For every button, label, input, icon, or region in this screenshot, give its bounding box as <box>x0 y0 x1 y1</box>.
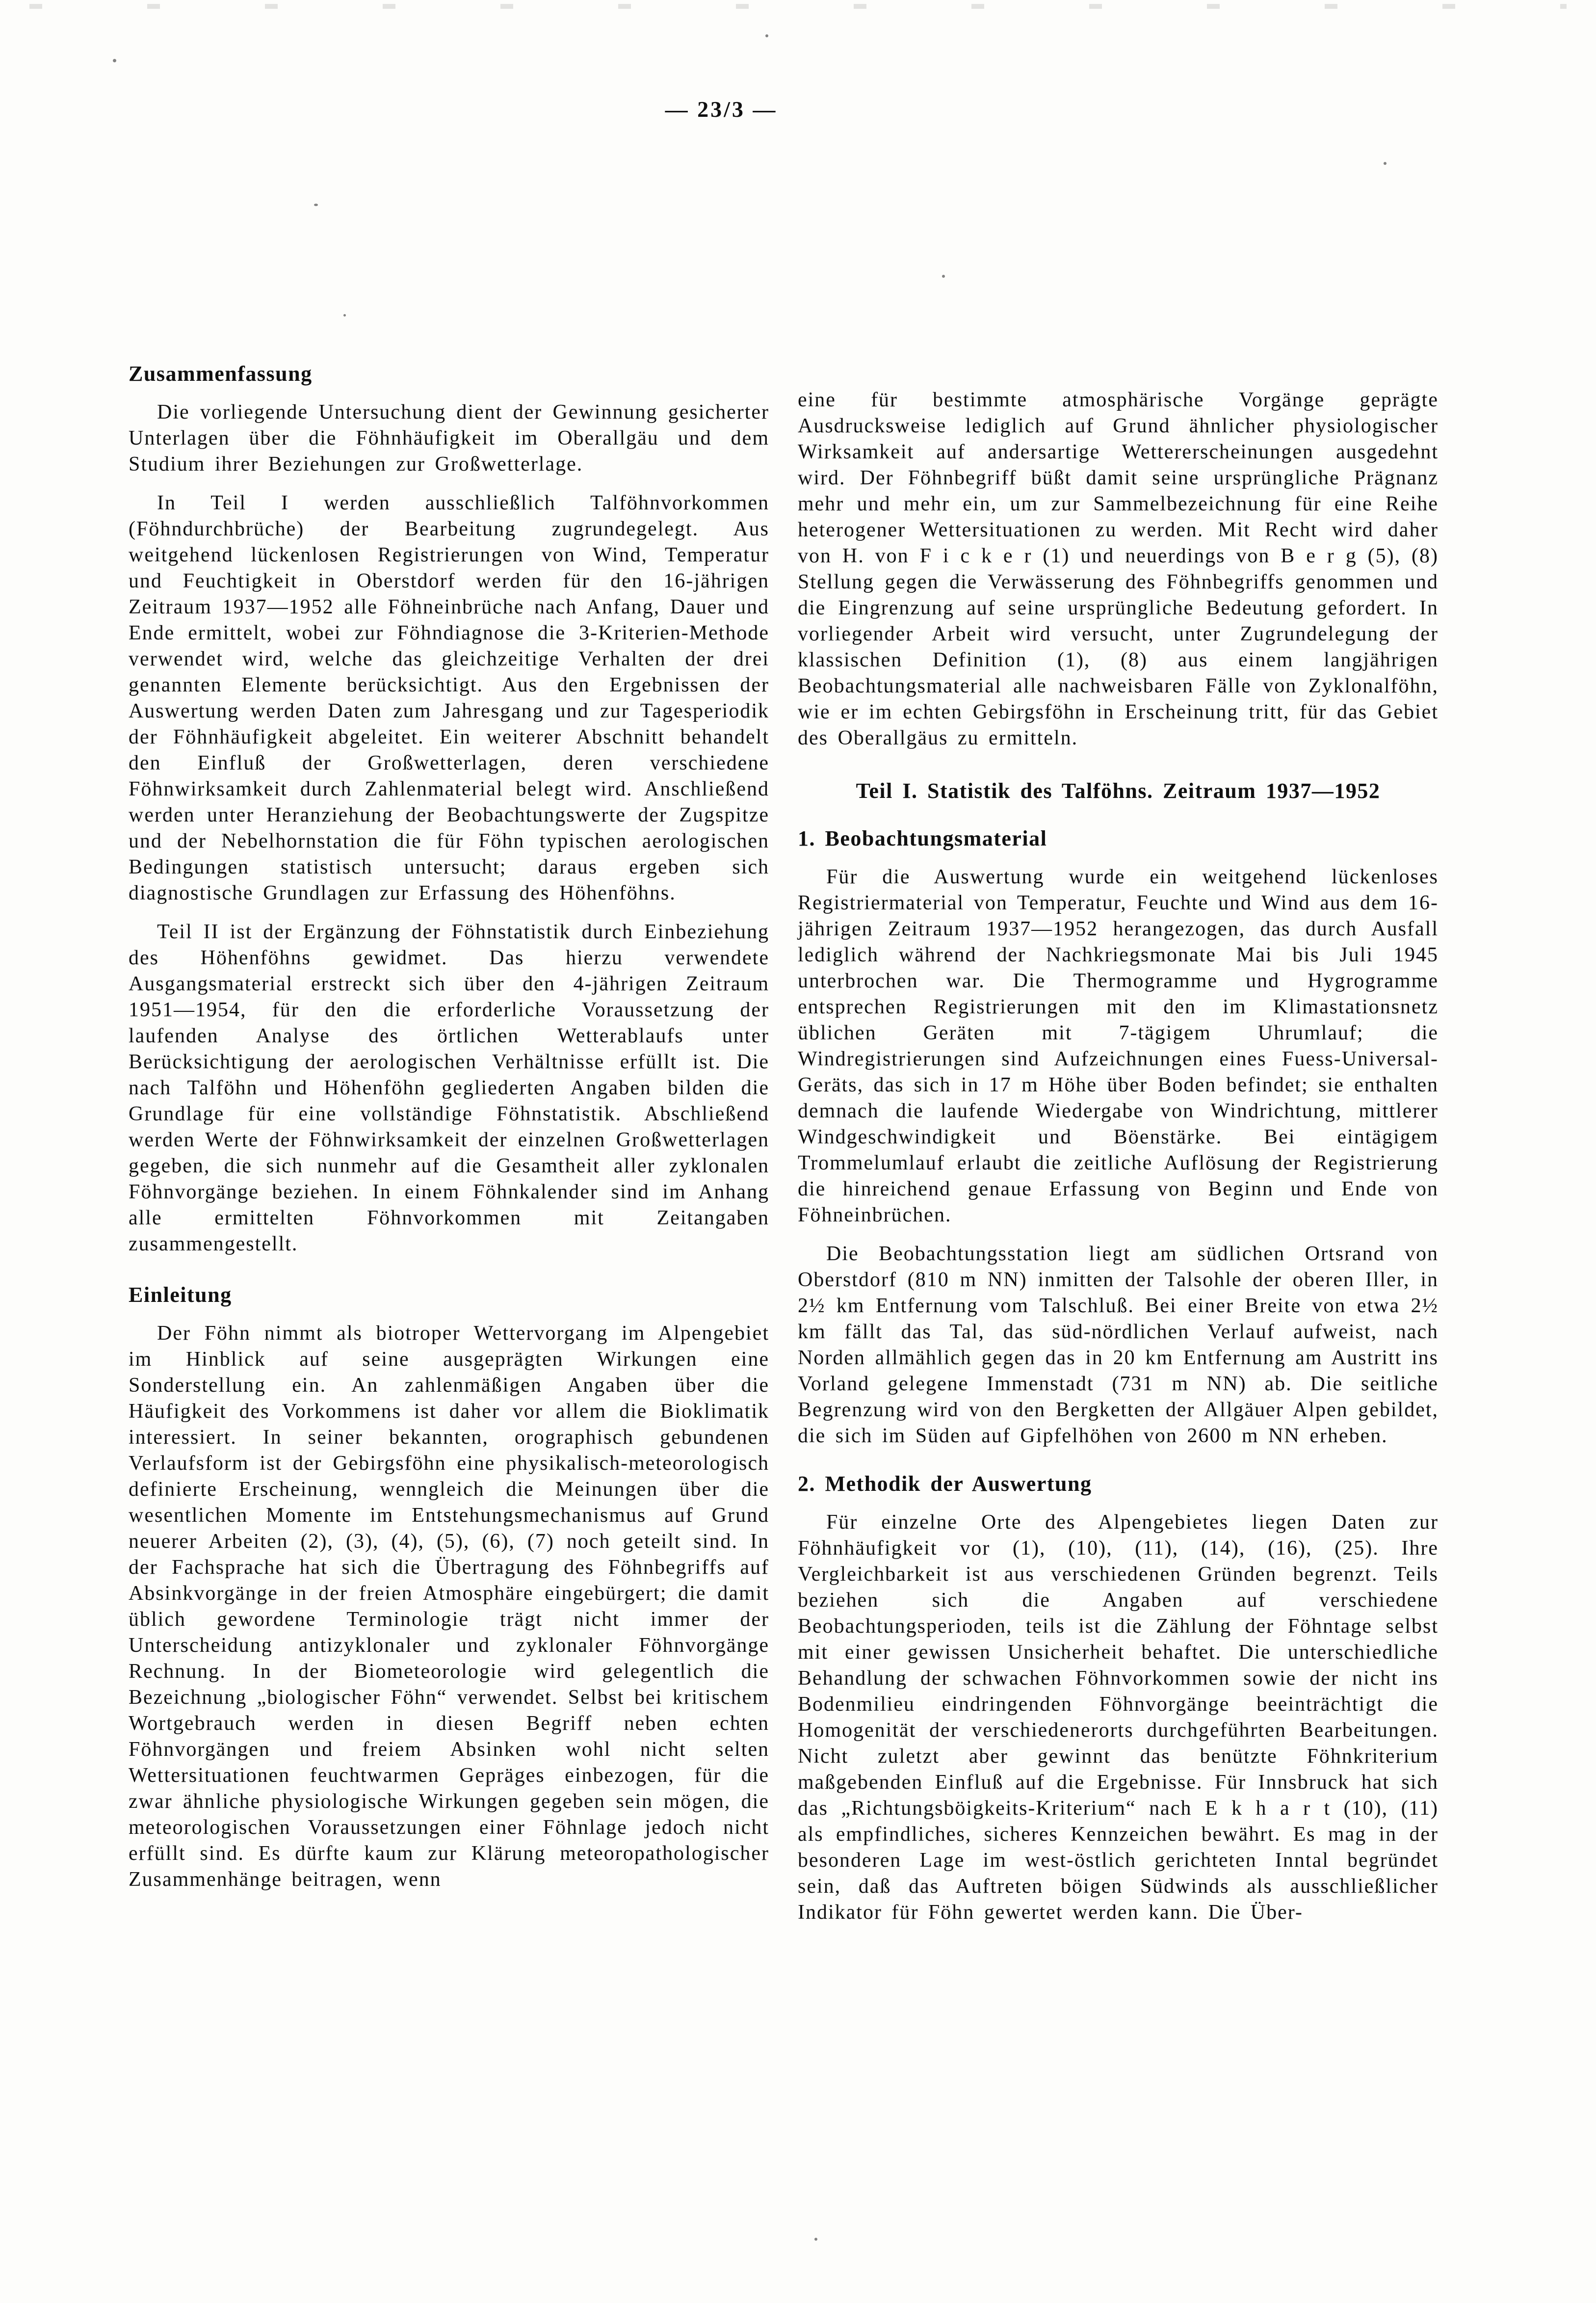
scan-speck <box>1384 162 1387 165</box>
introduction-paragraph-1: Der Föhn nimmt als biotroper Wettervorgang im Alpengebiet im Hinblick auf seine ausgeprägten Wirkungen eine Sonderstellung ein. An zahlenmäßigen Angaben über die Häufigkeit des Vorkommens ist daher vor allem die Bioklimatik interessiert. In seiner bekannten, orographisch gebundenen Verlaufsform ist der Gebirgsföhn eine physikalisch-meteorologisch definierte Erscheinung, wenngleich die Meinungen über die wesentlichen Momente im Entstehungsmechanismus auf Grund neuerer Arbeiten (2), (3), (4), (5), (6), (7) noch geteilt sind. In der Fachsprache hat sich die Übertragung des Föhnbegriffs auf Absinkvorgänge in der freien Atmosphäre eingebürgert; die damit üblich gewordene Terminologie trägt nicht immer der Unterscheidung antizyklonaler und zyklonaler Föhnvorgänge Rechnung. In der Biometeorologie wird gelegentlich die Bezeichnung „biologischer Föhn“ verwendet. Selbst bei kritischem Wortgebrauch werden in diesen Begriff neben echten Föhnvorgängen und freiem Absinken wohl nicht selten Wettersituationen feuchtwarmen Gepräges einbezogen, für die zwar ähnliche physiologische Wirkungen gegeben sein mögen, die meteorologischen Voraussetzungen einer Föhnlage jedoch nicht erfüllt sind. Es dürfte kaum zur Klärung meteoropathologischer Zusammenhänge beitragen, wenn <box>129 1322 769 1891</box>
section-1-paragraph-2: Die Beobachtungsstation liegt am südlichen Ortsrand von Oberstdorf (810 m NN) inmitten der Talsohle der oberen Iller, in 2½ km Entfernung vom Talschluß. Bei einer Breite von etwa 2½ km fällt das Tal, das süd-nördlichen Verlauf aufweist, nach Norden allmählich gegen das in 20 km Entfernung am Austritt ins Vorland gelegene Immenstadt (731 m NN) ab. Die seitliche Begrenzung wird von den Bergketten der Allgäuer Alpen gebildet, die sich im Süden auf Gipfelhöhen von 2600 m NN erheben. <box>798 1243 1439 1447</box>
introduction-heading: Einleitung <box>129 1283 232 1307</box>
section-2-heading: 2. Methodik der Auswertung <box>798 1472 1092 1496</box>
scan-speck <box>765 34 768 37</box>
section-2-paragraph-1: Für einzelne Orte des Alpengebietes liegen Daten zur Föhnhäufigkeit vor (1), (10), (11), (14), (16), (25). Ihre Vergleichbarkeit ist aus verschiedenen Gründen begrenzt. Teils beziehen sich die Angaben auf verschiedene Beobachtungsperioden, teils ist die Zählung der Föhntage selbst mit einer gewissen Unsicherheit behaftet. Die unterschiedliche Behandlung der schwachen Föhnvorkommen sowie der nicht ins Bodenmilieu eindringenden Föhnvorgänge beeinträchtigt die Homogenität der verschiedenerorts durchgeführten Bearbeitungen. Nicht zuletzt aber gewinnt das benützte Föhnkriterium maßgebenden Einfluß auf die Ergebnisse. Für Innsbruck hat sich das „Richtungsböigkeits-Kriterium“ nach E k h a r t (10), (11) als empfindliches, sicheres Kennzeichen bewährt. Es mag in der besonderen Lage im west-östlich gerichteten Inntal begründet sein, daß das Auftreten böigen Südwinds als ausschließlicher Indikator für Föhn gewertet werden kann. Die Über- <box>798 1511 1439 1924</box>
scan-speck <box>343 314 346 317</box>
right-column <box>798 361 1439 1926</box>
summary-paragraph-3: Teil II ist der Ergänzung der Föhnstatistik durch Einbeziehung des Höhenföhns gewidmet. Das hierzu verwendete Ausgangsmaterial erstreckt sich über den 4-jährigen Zeitraum 1951—1954, für den die erforderliche Voraussetzung der laufenden Analyse des örtlichen Wetterablaufs unter Berücksichtigung der aerologischen Verhältnisse erfüllt ist. Die nach Talföhn und Höhenföhn gegliederten Angaben bilden die Grundlage für eine vollständige Föhnstatistik. Abschließend werden Werte der Föhnwirksamkeit der einzelnen Großwetterlagen gegeben, die sich nunmehr auf die Gesamtheit aller zyklonalen Föhnvorgänge beziehen. In einem Föhnkalender sind im Anhang alle ermittelten Föhnvorkommen mit Zeitangaben zusammengestellt. <box>129 921 769 1255</box>
continuation-paragraph: eine für bestimmte atmosphärische Vorgänge geprägte Ausdrucksweise lediglich auf Grund ähnlicher physiologischer Wirksamkeit auf andersartige Wettererscheinungen ausgedehnt wird. Der Föhnbegriff büßt damit seine ursprüngliche Prägnanz mehr und mehr ein, um zur Sammelbezeichnung für eine Reihe heterogener Wettersituationen zu werden. Mit Recht wird daher von H. von F i c k e r (1) und neuerdings von B e r g (5), (8) Stellung gegen die Verwässerung des Föhnbegriffs genommen und die Eingrenzung auf seine ursprüngliche Bedeutung gefordert. In vorliegender Arbeit wird versucht, unter Zugrundelegung der klassischen Definition (1), (8) aus einem langjährigen Beobachtungsmaterial alle nachweisbaren Fälle von Zyklonalföhn, wie er im echten Gebirgsföhn in Erscheinung tritt, für das Gebiet des Oberallgäus zu ermitteln. <box>798 389 1439 749</box>
summary-heading: Zusammenfassung <box>129 362 313 386</box>
scan-noise-top <box>29 4 1567 9</box>
left-column <box>129 361 769 1926</box>
part-one-heading: Teil I. Statistik des Talföhns. Zeitraum 1937—1952 <box>856 779 1381 803</box>
summary-paragraph-1: Die vorliegende Untersuchung dient der Gewinnung gesicherter Unterlagen über die Föhnhäufigkeit im Oberallgäu und dem Studium ihrer Beziehungen zur Großwetterlage. <box>129 401 769 476</box>
section-1-heading: 1. Beobachtungsmaterial <box>798 826 1047 850</box>
scan-speck <box>113 59 116 62</box>
scan-speck <box>814 2238 817 2241</box>
summary-paragraph-2: In Teil I werden ausschließlich Talföhnvorkommen (Föhndurchbrüche) der Bearbeitung zugrundegelegt. Aus weitgehend lückenlosen Registrierungen von Wind, Temperatur und Feuchtigkeit in Oberstdorf werden für den 16-jährigen Zeitraum 1937—1952 alle Föhneinbrüche nach Anfang, Dauer und Ende ermittelt, wobei zur Föhndiagnose die 3-Kriterien-Methode verwendet wird, welche das gleichzeitige Verhalten der drei genannten Elemente berücksichtigt. Aus den Ergebnissen der Auswertung werden Daten zum Jahresgang und zur Tagesperiodik der Föhnhäufigkeit abgeleitet. Ein weiterer Abschnitt behandelt den Einfluß der Großwetterlagen, deren verschiedene Föhnwirksamkeit durch Zahlenmaterial belegt wird. Anschließend werden unter Heranziehung der Beobachtungswerte der Zugspitze und der Nebelhornstation die für Föhn typischen aerologischen Bedingungen statistisch untersucht; daraus ergeben sich diagnostische Grundlagen zur Erfassung des Höhenföhns. <box>129 492 769 904</box>
two-column-text-block <box>129 361 1439 1926</box>
page-number: — 23/3 — <box>665 97 778 122</box>
scan-speck <box>314 204 318 206</box>
section-1-paragraph-1: Für die Auswertung wurde ein weitgehend lückenloses Registriermaterial von Temperatur, Feuchte und Wind aus dem 16-jährigen Zeitraum 1937—1952 herangezogen, das durch Ausfall lediglich während der Nachkriegsmonate Mai bis Juli 1945 unterbrochen war. Die Thermogramme und Hygrogramme entsprechen Registrierungen mit den im Klimastationsnetz üblichen Geräten mit 7-tägigem Uhrumlauf; die Windregistrierungen sind Aufzeichnungen eines Fuess-Universal-Geräts, das sich in 17 m Höhe über Boden befindet; sie enthalten demnach die laufende Wiedergabe von Windrichtung, mittlerer Windgeschwindigkeit und Böenstärke. Bei eintägigem Trommelumlauf erlaubt die zeitliche Auflösung der Registrierung die hinreichend genaue Erfassung von Beginn und Ende von Föhneinbrüchen. <box>798 866 1439 1226</box>
scan-speck <box>942 275 945 278</box>
